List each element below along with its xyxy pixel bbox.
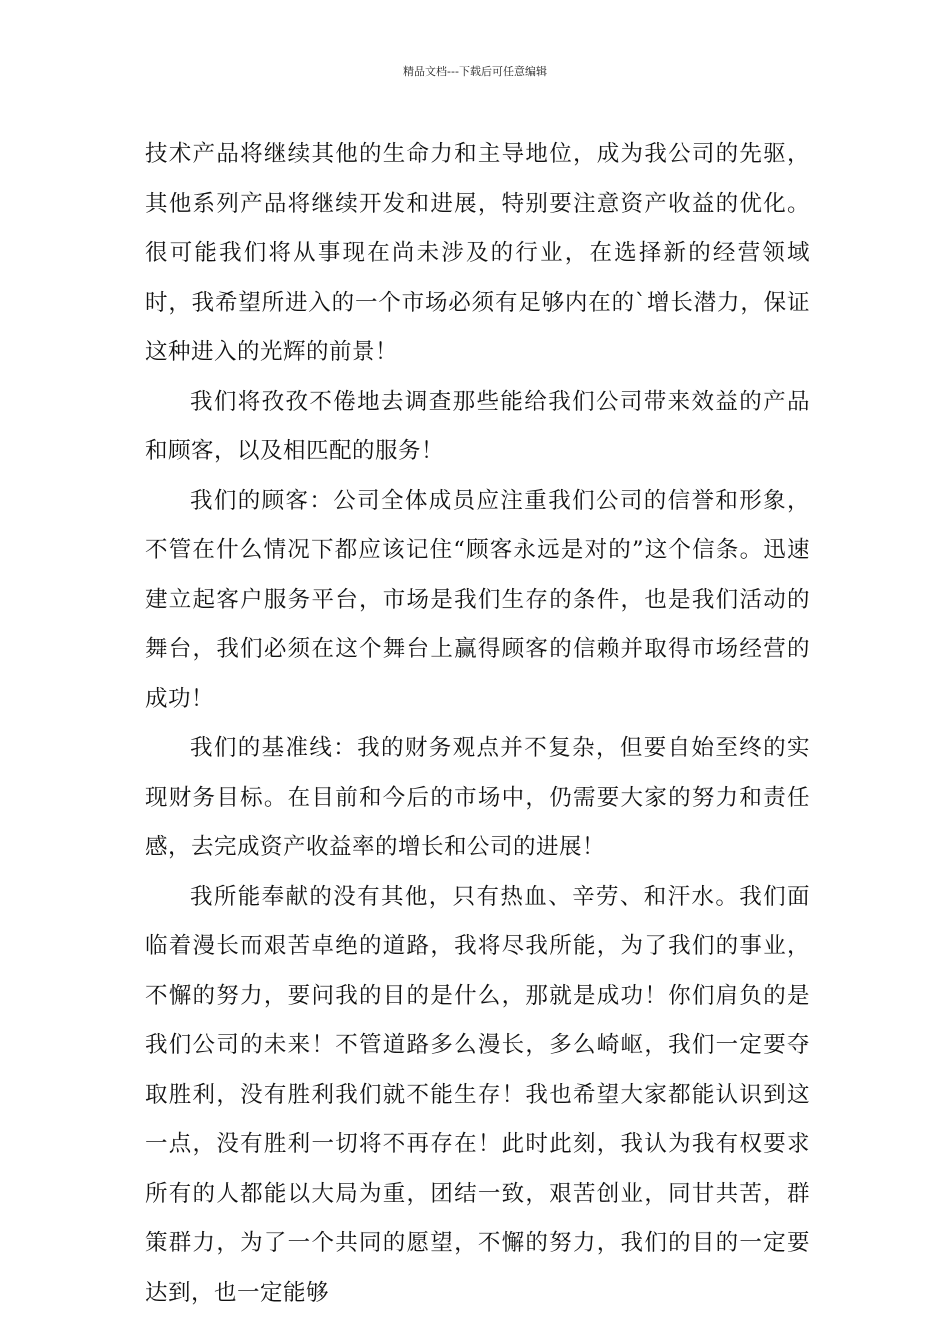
paragraph-product-outlook: 技术产品将继续其他的生命力和主导地位，成为我公司的先驱，其他系列产品将继续开发和进展，特别要注意资产收益的优化。很可能我们将从事现在尚未涉及的行业，在选择新的经营领域时，我希望所进入的一个市场必须有足够内在的`增长潜力，保证这种进入的光辉的前景！ bbox=[145, 141, 810, 365]
page-header: 精品文档---下载后可任意编辑 bbox=[403, 65, 547, 78]
paragraph-investigation: 我们将孜孜不倦地去调查那些能给我们公司带来效益的产品和顾客，以及相匹配的服务！ bbox=[145, 388, 810, 464]
document-body bbox=[145, 130, 810, 1318]
paragraph-customers: 我们的顾客：公司全体成员应注重我们公司的信誉和形象，不管在什么情况下都应该记住“顾客永远是对的”这个信条。迅速建立起客户服务平台，市场是我们生存的条件，也是我们活动的舞台，我们必须在这个舞台上赢得顾客的信赖并取得市场经营的成功！ bbox=[145, 487, 810, 712]
paragraph-dedication: 我所能奉献的没有其他，只有热血、辛劳、和汗水。我们面临着漫长而艰苦卓绝的道路，我将尽我所能，为了我们的事业，不懈的努力，要问我的目的是什么，那就是成功！你们肩负的是我们公司的未来！不管道路多么漫长，多么崎岖，我们一定要夺取胜利，没有胜利我们就不能生存！我也希望大家都能认识到这一点，没有胜利一切将不再存在！此时此刻，我认为我有权要求所有的人都能以大局为重，团结一致，艰苦创业，同甘共苦，群策群力，为了一个共同的愿望，不懈的努力，我们的目的一定要达到，也一定能够 bbox=[145, 883, 810, 1306]
paragraph-baseline: 我们的基准线：我的财务观点并不复杂，但要自始至终的实现财务目标。在目前和今后的市场中，仍需要大家的努力和责任感，去完成资产收益率的增长和公司的进展！ bbox=[145, 735, 810, 860]
